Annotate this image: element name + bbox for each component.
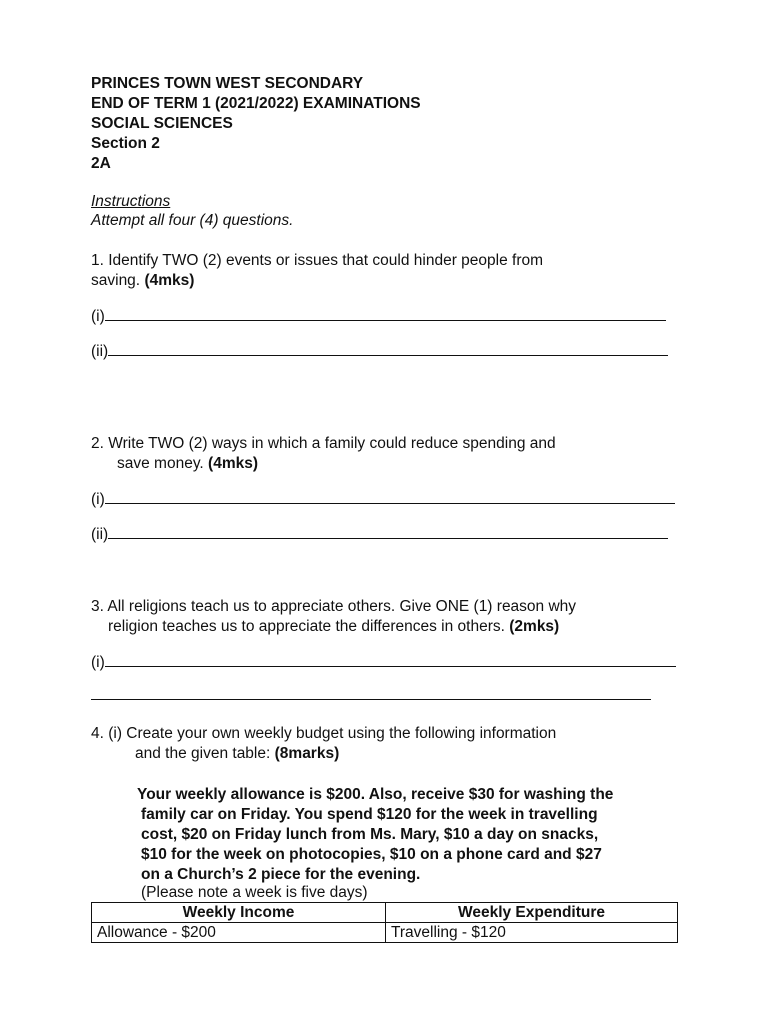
answer-label: (i) [91,654,105,671]
q1-line2-text: saving. [91,272,141,289]
instructions-text: Attempt all four (4) questions. [91,212,294,229]
answer-line[interactable] [105,306,666,321]
subject-title: SOCIAL SCIENCES [91,115,233,132]
q2-answer-i[interactable] [91,489,675,510]
q4-line2-text: and the given table: [135,745,271,762]
instructions-heading: Instructions [91,193,171,210]
q4-scenario-line: family car on Friday. You spend $120 for the week in travelling [141,806,598,823]
class-label: 2A [91,155,111,172]
answer-line[interactable] [108,341,668,356]
answer-label: (i) [91,491,105,508]
q4-scenario-line: Your weekly allowance is $200. Also, receive $30 for washing the [137,786,614,803]
q4-scenario-line: $10 for the week on photocopies, $10 on a phone card and $27 [141,846,602,863]
q1-answer-i[interactable] [91,306,666,327]
q1-line1: 1. Identify TWO (2) events or issues that could hinder people from [91,252,544,269]
budget-table [91,902,678,943]
q4-marks: (8marks) [274,745,340,762]
q2-line2-text: save money. [117,455,204,472]
table-header-row [92,903,678,923]
answer-line[interactable] [105,489,675,504]
section-label: Section 2 [91,135,160,152]
exam-title: END OF TERM 1 (2021/2022) EXAMINATIONS [91,95,421,112]
q3-line2 [108,616,559,637]
q4-line1: 4. (i) Create your own weekly budget using the following information [91,725,557,742]
header-weekly-expenditure: Weekly Expenditure [386,903,678,923]
q3-answer-i[interactable] [91,652,676,673]
q4-scenario-line: on a Church’s 2 piece for the evening. [141,866,421,883]
income-cell[interactable]: Allowance - $200 [92,923,386,943]
answer-line[interactable] [108,524,668,539]
q3-line1: 3. All religions teach us to appreciate others. Give ONE (1) reason why [91,598,577,615]
answer-label: (ii) [91,343,109,360]
q4-scenario-line: cost, $20 on Friday lunch from Ms. Mary, $10 a day on snacks, [141,826,599,843]
q1-answer-ii[interactable] [91,341,668,362]
q3-marks: (2mks) [509,618,560,635]
q4-note: (Please note a week is five days) [141,884,368,901]
q1-line2 [91,270,194,291]
q4-line2 [135,743,339,764]
q2-line1: 2. Write TWO (2) ways in which a family could reduce spending and [91,435,556,452]
q2-answer-ii[interactable] [91,524,668,545]
q3-answer-continuation-line[interactable] [91,699,651,700]
q1-marks: (4mks) [144,272,195,289]
header-weekly-income: Weekly Income [92,903,386,923]
answer-line[interactable] [105,652,676,667]
answer-label: (i) [91,308,105,325]
expenditure-cell[interactable]: Travelling - $120 [386,923,678,943]
q3-line2-text: religion teaches us to appreciate the differences in others. [108,618,505,635]
table-row [92,923,678,943]
q2-line2 [117,453,258,474]
q2-marks: (4mks) [208,455,259,472]
answer-label: (ii) [91,526,109,543]
school-name: PRINCES TOWN WEST SECONDARY [91,75,364,92]
